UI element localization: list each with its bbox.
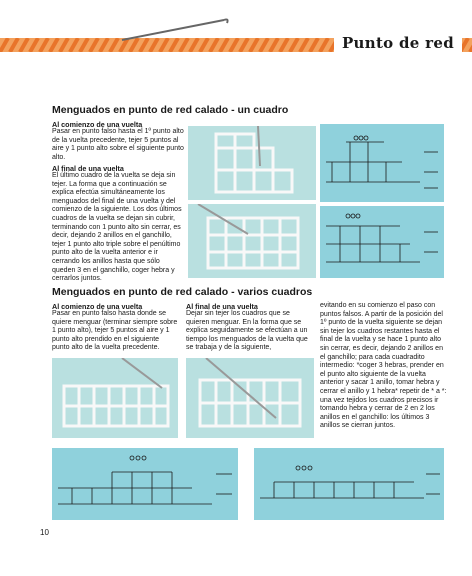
- section2-end-title: Al final de una vuelta: [186, 302, 258, 311]
- section2-start-title: Al comienzo de una vuelta: [52, 302, 143, 311]
- crochet-hook-icon: [120, 14, 230, 44]
- photo-multi-start: [52, 358, 178, 438]
- crochet-mesh-photo-icon: [188, 204, 316, 278]
- crochet-mesh-photo-icon: [188, 126, 316, 200]
- section1-start-text: Pasar en punto falso hasta el 1º punto alto de la vuelta precedente, tejer 5 puntos al aire y 1 punto alto sobre el siguiente punto alto.: [52, 128, 184, 161]
- photo-single-end: [188, 204, 316, 278]
- crochet-chart-icon: [52, 448, 238, 520]
- crochet-mesh-photo-icon: [52, 358, 178, 438]
- photo-single-start: [188, 126, 316, 200]
- section2-col3-text: evitando en su comienzo el paso con puntos falsos. A partir de la posición del 1º punto de la vuelta siguiente se dejan sin tejer los cuadros restantes hasta el final de la vuelta y se hace 1 punto alto sin cerrar, es decir, dejando 2 anillos en el ganchillo; para cada cuadradito intermedio: *coger 3 hebras, prender en el punto alto siguiente de la vuelta anterior y sacar 1 anillo, tomar hebra y cerrar el anillo y 1 hebra* repetir de * a *: una vez tejidos los cuadros precisos ir tomando hebra y cerrar de 2 en 2 los anillos en el ganchillo: los últimos 3 anillos se cierran juntos.: [320, 302, 447, 430]
- crochet-mesh-photo-icon: [186, 358, 314, 438]
- section2-start-text: Pasar en punto falso hasta donde se quiere menguar (terminar siempre sobre 1 punto alto), tejer 5 puntos al aire y 1 punto alto prendido en el siguiente punto alto de la vuelta precedente.: [52, 310, 178, 352]
- section1-end-text: El último cuadro de la vuelta se deja sin tejer. La forma que a continuación se explica efectúa simultáneamente los menguados del final de una vuelta y del comienzo de la siguiente. Los dos últimos cuadros de la vuelta se dejan sin cubrir, terminando con 1 punto alto sin cerrar, es decir, dejando 2 anillos en el ganchillo, tejer 1 punto alto triple sobre el penúltimo punto alto de la vuelta anterior e ir cerrando los anillos hasta que sólo queden 3 en el ganchillo, coger hebra y cerrarlos juntos.: [52, 172, 182, 283]
- page-header: [0, 10, 472, 64]
- crochet-chart-icon: [320, 124, 444, 202]
- crochet-chart-icon: [320, 206, 444, 278]
- diagram-multi-end: [254, 448, 444, 520]
- crochet-chart-icon: [254, 448, 444, 520]
- diagram-single-end: [320, 206, 444, 278]
- page-title: Punto de red: [334, 28, 462, 58]
- section2-end-text: Dejar sin tejer los cuadros que se quieren menguar. En la forma que se explica seguidamente se efectúan a un tiempo los menguados de la vuelta que se trabaja y de la siguiente,: [186, 310, 308, 352]
- section1-end-title: Al final de una vuelta: [52, 164, 124, 173]
- diagram-single-start: [320, 124, 444, 202]
- page-number: 10: [40, 528, 49, 537]
- section1-heading: Menguados en punto de red calado - un cuadro: [52, 104, 289, 116]
- section1-start-title: Al comienzo de una vuelta: [52, 120, 143, 129]
- photo-multi-end: [186, 358, 314, 438]
- section2-heading: Menguados en punto de red calado - varios cuadros: [52, 286, 313, 298]
- diagram-multi-start: [52, 448, 238, 520]
